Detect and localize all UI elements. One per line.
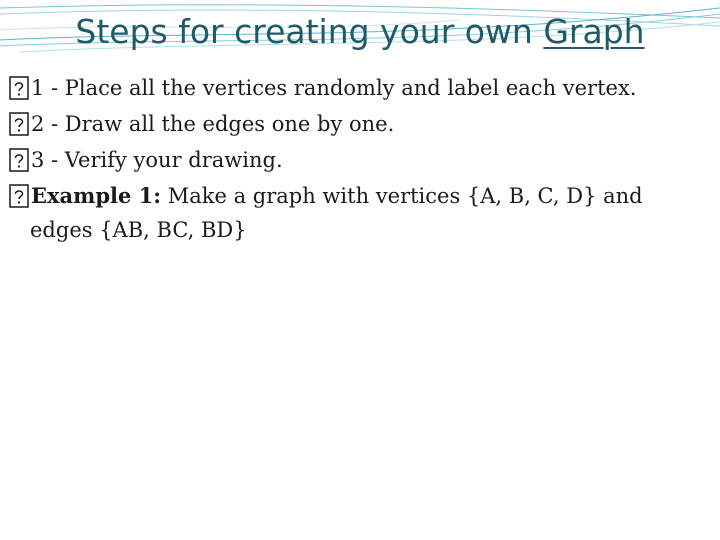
example-continuation-text: edges {AB, BC, BD}: [30, 218, 247, 242]
list-item: [9, 70, 709, 106]
missing-glyph-box-icon: [9, 184, 29, 208]
list-item-text: 3 - Verify your drawing.: [31, 148, 283, 172]
slide-title: [0, 10, 720, 54]
example-text: Make a graph with vertices {A, B, C, D} and: [167, 184, 643, 208]
list-item: [9, 106, 709, 142]
missing-glyph-box-icon: [9, 148, 29, 172]
example-label: Example 1:: [31, 183, 162, 208]
missing-glyph-box-icon: [9, 112, 29, 136]
list-item: [9, 142, 709, 178]
list-item-text: 2 - Draw all the edges one by one.: [31, 112, 395, 136]
list-item-text: 1 - Place all the vertices randomly and label each vertex.: [31, 76, 637, 100]
title-underlined-word: Graph: [543, 12, 645, 51]
missing-glyph-box-icon: [9, 76, 29, 100]
example-item: [9, 178, 709, 214]
slide-body: [9, 70, 709, 246]
example-continuation: [9, 214, 709, 246]
title-text: Steps for creating your own: [75, 12, 533, 51]
